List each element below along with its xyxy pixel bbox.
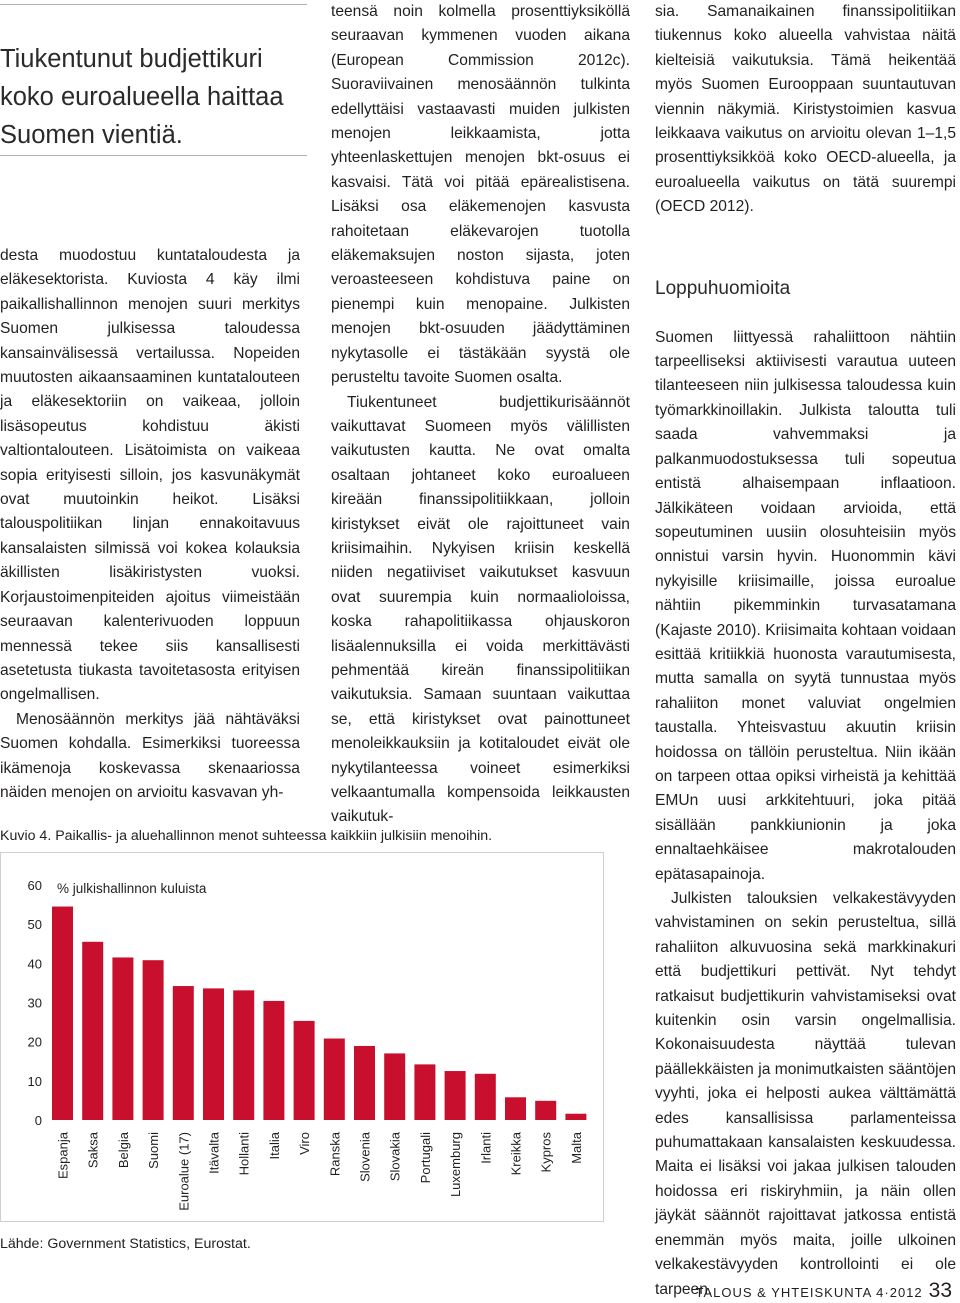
bar — [52, 907, 73, 1120]
y-tick-label: 30 — [27, 995, 42, 1011]
paragraph: teensä noin kolmella prosenttiyksiköllä seuraavan kymmenen vuoden aikana (European Commission 2012c). Suoraviivainen menosäännön tulkinta edellyttäisi vastaavasti muiden julkisten menojen leikkaamista, jotta yhteenlaskettujen menojen bkt-osuus ei kasvaisi. Tätä voi pitää epärealistisena. Lisäksi osa eläkemenojen kasvusta rahoitetaan eläkevarojen tuotolla eläkemaksujen noston sijasta, joten veroasteeseen kohdistuva paine on pienempi kuin menopaine. Julkisten menojen bkt-osuuden jäädyttäminen nykytasolle ei tästäkään syystä ole perusteltu tavoite Suomen osalta. — [331, 3, 630, 387]
paragraph: desta muodostuu kuntataloudesta ja eläkesektorista. Kuviosta 4 käy ilmi paikallishallinnon menojen suuri merkitys Suomen julkisessa taloudessa kansainvälisessä vertailussa. Nopeiden muutosten aikaansaaminen kuntatalouteen ja eläkesektoriin on vaikeaa, jolloin lisäsopeutus kohdistuu äkisti valtiontalouteen. Lisätoimista on vaikeaa sopia erityisesti silloin, jos kasvunäkymät ovat muutoinkin heikot. Lisäksi talouspolitiikan linjan ennakoitavuus kansalaisten silmissä voi kokea kolauksia äkillisten lisäkiristysten vuoksi. Korjaustoimenpiteiden ajoitus viimeistään seuraavan kalenterivuoden loppuun mennessä tekee siis kansallisesti asetetusta tiukasta tavoitetasosta erityisen ongelmallisen. — [0, 247, 300, 704]
x-tick-label: Malta — [568, 1132, 584, 1164]
y-tick-label: 50 — [27, 917, 42, 933]
y-tick-label: 20 — [27, 1034, 42, 1050]
y-tick-label: 10 — [27, 1073, 42, 1089]
bar — [173, 986, 194, 1120]
x-tick-label: Espanja — [55, 1132, 71, 1179]
bar-chart — [0, 852, 604, 1222]
right-column — [655, 0, 956, 1302]
bar — [354, 1046, 375, 1120]
paragraph: Julkisten talouksien velkakestävyyden vahvistaminen on sekin perusteltua, sillä rahaliiton alkuvuosina sekä markkinakuri että budjettikuri pettivät. Nyt tehdyt ratkaisut budjettikurin vahvistamiseksi ovat kuitenkin osin varsin ongelmallisia. Kokonaisuudesta näyttää tulevan päällekkäisten ja monimutkaisten sääntöjen vyyhti, joka ei helposti aukea välttämättä edes kansallisissa parlamenteissa puhumattakaan kansalaisten keskuudessa. Maita ei lisäksi voi jakaa julkisen talouden hoidossa eri riskiryhmiin, ja näin ollen jäykät säännöt rajoittavat jatkossa entistä enemmän myös maita, joille ulkoinen velkakestävyyden kontrollointi ei ole tarpeen. — [655, 890, 956, 1298]
bar — [203, 988, 224, 1120]
page-number: 33 — [928, 1279, 952, 1302]
x-tick-label: Hollanti — [236, 1132, 252, 1176]
bar — [294, 1021, 315, 1120]
x-tick-label: Suomi — [146, 1132, 162, 1169]
x-tick-label: Italia — [266, 1132, 282, 1160]
figure-source: Lähde: Government Statistics, Eurostat. — [0, 1236, 251, 1252]
paragraph: Menosäännön merkitys jää nähtäväksi Suomen kohdalla. Esimerkiksi tuoreessa ikämenoja koskevassa skenaariossa näiden menojen on arvioitu kasvavan yh- — [0, 710, 300, 801]
bar — [143, 960, 164, 1120]
middle-column — [331, 0, 630, 830]
bar — [384, 1053, 405, 1120]
x-tick-label: Kreikka — [508, 1132, 524, 1176]
x-tick-label: Luxemburg — [448, 1132, 464, 1198]
y-tick-label: 60 — [27, 878, 42, 893]
y-tick-label: 0 — [34, 1113, 42, 1128]
x-tick-label: Slovakia — [387, 1132, 403, 1182]
y-tick-label: 40 — [27, 956, 42, 972]
x-tick-label: Ranska — [327, 1132, 343, 1177]
figure-caption: Kuvio 4. Paikallis- ja aluehallinnon menot suhteessa kaikkiin julkisiin menoihin. — [0, 828, 493, 844]
x-tick-label: Belgia — [115, 1132, 131, 1169]
bar — [445, 1071, 466, 1120]
x-tick-label: Kypros — [538, 1132, 554, 1173]
top-rule — [0, 4, 307, 5]
paragraph: sia. Samanaikainen finanssipolitiikan tiukennus koko alueella vahvistaa näitä kielteisiä vaikutuksia. Tämä heikentää myös Suomen Eurooppaan suuntautuvan viennin näkymiä. Kiristystoimien kasvua leikkaava vaikutus on arvioitu olevan 1–1,5 prosenttiyksikköä koko OECD-alueella, ja euroalueella vaikutus on tätä suurempi (OECD 2012). — [655, 3, 956, 216]
left-column — [0, 244, 300, 805]
pull-quote-rule — [0, 155, 307, 156]
x-tick-label: Saksa — [85, 1132, 101, 1169]
x-tick-label: Viro — [297, 1132, 313, 1155]
bar — [324, 1039, 345, 1120]
x-tick-label: Slovenia — [357, 1132, 373, 1182]
bar — [263, 1001, 284, 1120]
bar — [414, 1064, 435, 1120]
paragraph: Tiukentuneet budjettikurisäännöt vaikuttavat Suomeen myös välillisten vaikutusten kautta. Ne ovat omalta osaltaan johtaneet koko euroalueen kireään finanssipolitiikkaan, jolloin kiristykset eivät ole rajoittuneet vain kriisimaihin. Nykyisen kriisin keskellä niiden negatiiviset vaikutukset kasvuun ovat suurempia kuin normaalioloissa, koska rahapolitiikassa ohjauskoron lisäalennuksilla ei voida merkittävästi pehmentää kireän finanssipolitiikan vaikutuksia. Samaan suuntaan vaikuttaa se, että kiristykset ovat painottuneet menoleikkauksiin ja kotitaloudet eivät ole nykytilanteessa voineet esimerkiksi velkaantumalla kompensoida leikkausten vaikutuk- — [331, 393, 630, 826]
page-footer — [696, 1279, 953, 1303]
x-tick-label: Euroalue (17) — [176, 1132, 192, 1211]
bar — [475, 1074, 496, 1120]
bar — [535, 1101, 556, 1120]
section-heading: Loppuhuomioita — [655, 277, 791, 299]
bar — [233, 990, 254, 1120]
bar — [505, 1097, 526, 1120]
x-tick-label: Portugali — [417, 1132, 433, 1184]
x-tick-label: Irlanti — [478, 1132, 494, 1164]
x-tick-label: Itävalta — [206, 1132, 222, 1174]
bar — [82, 942, 103, 1120]
pull-quote: Tiukentunut budjettikuri koko euroalueella haittaa Suomen vientiä. — [0, 45, 284, 149]
footer-publication: TALOUS & YHTEISKUNTA 4·2012 — [695, 1285, 923, 1300]
paragraph: Suomen liittyessä rahaliittoon nähtiin tarpeelliseksi aktiivisesti varautua uuteen tilanteeseen niin julkisessa taloudessa kuin työmarkkinoillakin. Julkista taloutta tuli saada vahvemmaksi ja palkanmuodostuksessa tuli sopeutua entistä alhaisempaan inflaatioon. Jälkikäteen voidaan arvioida, että sopeutuminen uusiin olosuhteisiin myös onnistui varsin hyvin. Huonommin kävi nykyisille kriisimaille, joissa euroalue nähtiin pikemminkin turvasatamana (Kajaste 2010). Kriisimaita kohtaan voidaan esittää kritiikkiä huonosta varautumisesta, mutta samalla on syytä tunnustaa myös rahaliiton monet valuviat ongelmien taustalla. Yhteisvastuu akuutin kriisin hoidossa on tällöin perusteltua. Niin ikään on tarpeen ottaa opiksi virheistä ja kehittää EMUn uusi arkkitehtuuri, joka pitää sisällään pankkiunionin ja joka ennaltaehkäisee makrotalouden epätasapainoja. — [655, 328, 956, 883]
bar — [565, 1114, 586, 1120]
bar — [112, 957, 133, 1120]
y-axis-label: % julkishallinnon kuluista — [57, 881, 207, 896]
